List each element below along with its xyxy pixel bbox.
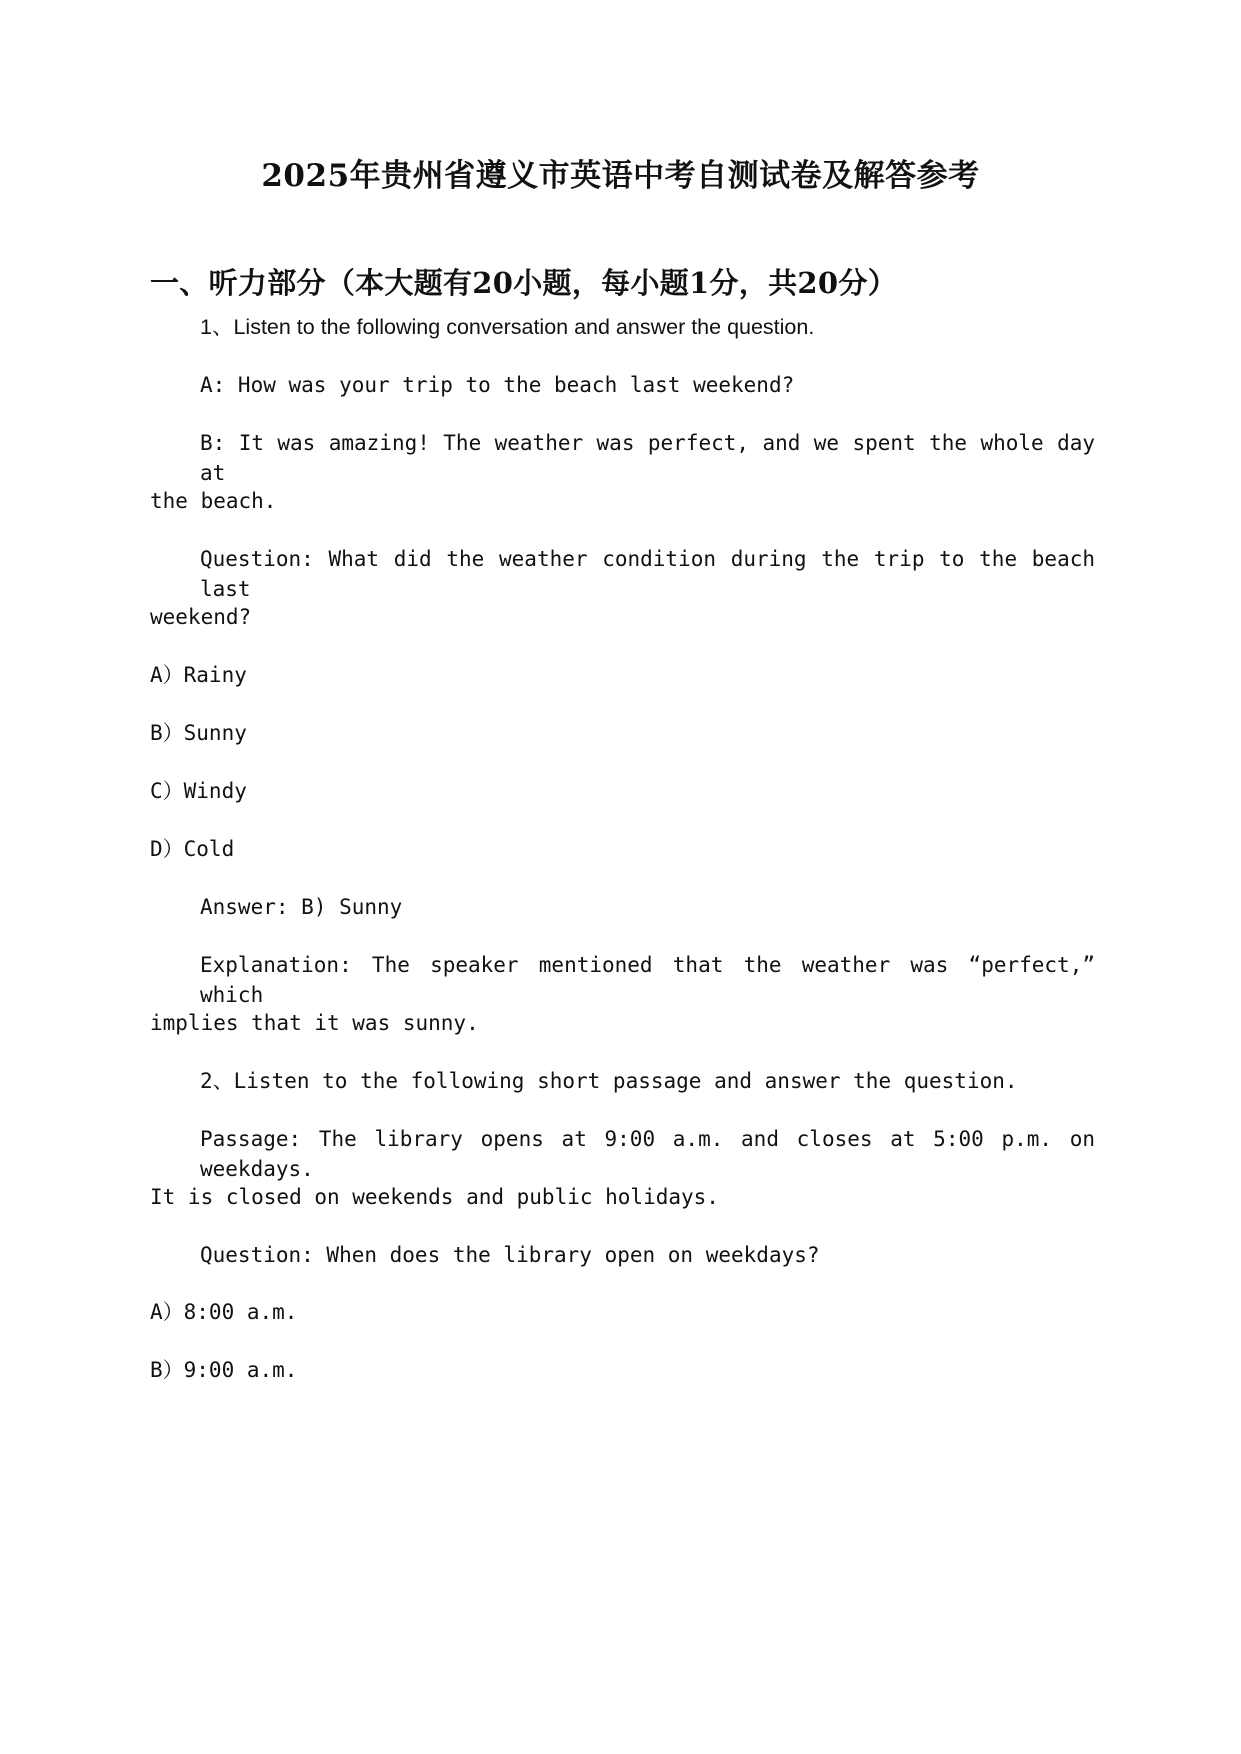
q1-option-d: D）Cold [150,837,235,861]
section-heading-listening: 一、听力部分（本大题有20小题，每小题1分，共20分） [150,266,897,300]
q1-dialog-b-line1: B: It was amazing! The weather was perfect, and we spent the whole day at [200,431,1095,485]
q2-question: Question: When does the library open on weekdays? [200,1243,820,1267]
document-title: 2025年贵州省遵义市英语中考自测试卷及解答参考 [261,158,980,194]
q1-dialog-b-line2: the beach. [150,489,277,513]
q1-option-b: B）Sunny [150,721,247,745]
q1-instruction: 1、Listen to the following conversation and answer the question. [200,315,815,339]
q1-option-a: A）Rainy [150,663,247,687]
q1-explanation-line1: Explanation: The speaker mentioned that the weather was “perfect,” which [200,953,1095,1007]
q1-option-c: C）Windy [150,779,247,803]
q1-dialog-a: A: How was your trip to the beach last weekend? [200,373,795,397]
q2-passage-line2: It is closed on weekends and public holidays. [150,1185,719,1209]
q2-option-b: B）9:00 a.m. [150,1358,298,1382]
q1-question-line2: weekend? [150,605,252,629]
q1-answer: Answer: B) Sunny [200,895,403,919]
q2-option-a: A）8:00 a.m. [150,1300,298,1324]
q1-explanation-line2: implies that it was sunny. [150,1011,479,1035]
q2-passage-line1: Passage: The library opens at 9:00 a.m. and closes at 5:00 p.m. on weekdays. [200,1127,1095,1181]
q1-question-line1: Question: What did the weather condition during the trip to the beach last [200,547,1095,601]
q2-instruction: 2、Listen to the following short passage and answer the question. [200,1069,1018,1093]
